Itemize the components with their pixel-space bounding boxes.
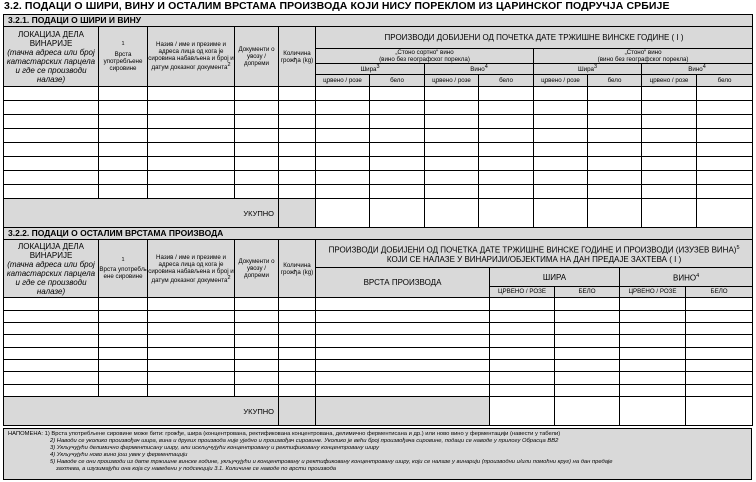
entry-cell[interactable] [370,185,425,199]
entry-cell[interactable] [148,360,235,372]
entry-cell[interactable] [555,298,620,310]
table-row [4,360,753,372]
col-supplier: Назив / име и презиме и адреса лица од кога је сировина набављена и број и датум доказног документа2 [148,27,235,87]
group-table-wine: „Стоно“ вино (вино без географског порекла) [534,49,753,64]
entry-cell[interactable] [279,372,316,384]
entry-cell[interactable] [588,115,642,129]
entry-cell[interactable] [148,372,235,384]
entry-cell[interactable] [4,322,99,334]
entry-cell[interactable] [148,129,235,143]
entry-cell[interactable] [4,143,99,157]
entry-cell[interactable] [697,171,753,185]
group-table-varietal: „Стоно сортно“ вино (вино без географског порекла) [316,49,534,64]
entry-cell[interactable] [620,372,686,384]
entry-cell[interactable] [316,360,490,372]
white-header: бело [479,75,534,87]
entry-cell[interactable] [425,101,479,115]
table-row [4,298,753,310]
entry-cell[interactable] [620,298,686,310]
entry-cell[interactable] [235,87,279,101]
note-line: 3) Укључујући делимично ферментисану ширу, али искључујући концентровану и ректификовану концентровану ширу [50,444,379,451]
page-title: 3.2. ПОДАЦИ О ШИРИ, ВИНУ И ОСТАЛИМ ВРСТАМА ПРОИЗВОДА КОЈИ НИСУ ПОРЕКЛОМ ИЗ ЦАРИНСКОГ ПОДРУЧЈА СРБИЈЕ [4,0,670,12]
entry-cell[interactable] [4,115,99,129]
entry-cell[interactable] [479,115,534,129]
entry-cell[interactable] [534,171,588,185]
white-header: бело [370,75,425,87]
entry-cell[interactable] [279,185,316,199]
entry-cell[interactable] [316,298,490,310]
total-cell[interactable] [534,199,588,229]
entry-cell[interactable] [316,115,370,129]
entry-cell[interactable] [279,157,316,171]
entry-cell[interactable] [490,372,555,384]
entry-cell[interactable] [479,157,534,171]
entry-cell[interactable] [425,129,479,143]
total-cell[interactable] [686,397,753,426]
entry-cell[interactable] [279,298,316,310]
entry-cell[interactable] [316,335,490,347]
entry-cell[interactable] [148,101,235,115]
entry-cell[interactable] [279,335,316,347]
total-label: УКУПНО [4,199,279,229]
entry-cell[interactable] [235,298,279,310]
entry-cell[interactable] [642,129,697,143]
entry-cell[interactable] [279,310,316,322]
entry-cell[interactable] [316,143,370,157]
table-row [4,129,753,143]
entry-cell[interactable] [370,115,425,129]
entry-cell[interactable] [148,384,235,396]
entry-cell[interactable] [534,87,588,101]
white-header: БЕЛО [686,286,753,297]
entry-cell[interactable] [4,129,99,143]
product-type-header: ВРСТА ПРОИЗВОДА [316,268,490,298]
entry-cell[interactable] [588,101,642,115]
entry-cell[interactable] [148,157,235,171]
entry-cell[interactable] [555,372,620,384]
total-cell[interactable] [555,397,620,426]
entry-cell[interactable] [99,87,148,101]
entry-cell[interactable] [316,310,490,322]
entry-cell[interactable] [642,101,697,115]
entry-cell[interactable] [479,87,534,101]
total-cell[interactable] [620,397,686,426]
entry-cell[interactable] [99,372,148,384]
entry-cell[interactable] [99,143,148,157]
entry-cell[interactable] [620,322,686,334]
entry-cell[interactable] [148,322,235,334]
entry-cell[interactable] [148,115,235,129]
col-raw-material-type: 1 Врста употребљ ене сировине [99,240,148,298]
entry-cell[interactable] [235,335,279,347]
total-cell[interactable] [316,397,490,426]
note-line: 5) Наводе се они производи из дате тржишне винске године, укључујући и концентровану и ректификовану концентровану ширу, који се налазе у винарији (производни и/или помоћни круг) на дан предаје [50,458,613,465]
entry-cell[interactable] [588,185,642,199]
entry-cell[interactable] [425,171,479,185]
entry-cell[interactable] [235,310,279,322]
entry-cell[interactable] [279,171,316,185]
entry-cell[interactable] [235,115,279,129]
entry-cell[interactable] [316,372,490,384]
entry-cell[interactable] [588,87,642,101]
other-products-table [3,227,753,426]
products-header: ПРОИЗВОДИ ДОБИЈЕНИ ОД ПОЧЕТКА ДАТЕ ТРЖИШНЕ ВИНСКЕ ГОДИНЕ ( I ) [316,27,753,49]
entry-cell[interactable] [4,360,99,372]
entry-cell[interactable] [235,101,279,115]
red-rose-header: црвено / розе [642,75,697,87]
col-raw-material-type: 1 Врста употребљене сировине [99,27,148,87]
entry-cell[interactable] [370,87,425,101]
entry-cell[interactable] [148,310,235,322]
entry-cell[interactable] [148,298,235,310]
note-line: 4) Укључујући ново вино још увек у ферментацији [50,451,188,458]
entry-cell[interactable] [316,129,370,143]
entry-cell[interactable] [316,384,490,396]
entry-cell[interactable] [686,335,753,347]
entry-cell[interactable] [588,129,642,143]
red-rose-header: ЦРВЕНО / РОЗЕ [490,286,555,297]
entry-cell[interactable] [279,101,316,115]
entry-cell[interactable] [4,185,99,199]
entry-cell[interactable] [555,310,620,322]
red-rose-header: ЦРВЕНО / РОЗЕ [620,286,686,297]
entry-cell[interactable] [99,335,148,347]
entry-cell[interactable] [99,310,148,322]
entry-cell[interactable] [4,157,99,171]
entry-cell[interactable] [316,157,370,171]
entry-cell[interactable] [279,87,316,101]
entry-cell[interactable] [99,129,148,143]
entry-cell[interactable] [4,171,99,185]
entry-cell[interactable] [370,171,425,185]
entry-cell[interactable] [642,143,697,157]
table-row [4,335,753,347]
entry-cell[interactable] [588,143,642,157]
entry-cell[interactable] [479,129,534,143]
entry-cell[interactable] [279,129,316,143]
entry-cell[interactable] [642,171,697,185]
entry-cell[interactable] [479,171,534,185]
entry-cell[interactable] [686,322,753,334]
entry-cell[interactable] [4,335,99,347]
wine-header: ВИНО$^4$ [620,268,753,287]
entry-cell[interactable] [555,360,620,372]
table-row [4,171,753,185]
entry-cell[interactable] [697,87,753,101]
entry-cell[interactable] [316,171,370,185]
entry-cell[interactable] [534,129,588,143]
table-row [4,143,753,157]
note-line: 2) Наводи се уколико произвођач шира, вина и других производа није уједно и произвођач сировине. Уколико је већи број произвођача сировине, подаци се наводе у прилогу Обрасца ВВ2 [50,437,559,444]
entry-cell[interactable] [99,115,148,129]
entry-cell[interactable] [697,129,753,143]
entry-cell[interactable] [279,143,316,157]
entry-cell[interactable] [490,347,555,359]
entry-cell[interactable] [279,347,316,359]
entry-cell[interactable] [534,115,588,129]
total-cell[interactable] [697,199,753,229]
entry-cell[interactable] [370,157,425,171]
entry-cell[interactable] [370,101,425,115]
entry-cell[interactable] [620,347,686,359]
entry-cell[interactable] [642,115,697,129]
entry-cell[interactable] [370,129,425,143]
entry-cell[interactable] [235,372,279,384]
entry-cell[interactable] [686,310,753,322]
entry-cell[interactable] [588,171,642,185]
col-import-docs: Документи о увозу / допреми [235,27,279,87]
note-line: захтева, а изузимајући она која су наведени у подсекцији 3.1. Количине се наводе по врсти производа [56,465,336,472]
entry-cell[interactable] [490,360,555,372]
entry-cell[interactable] [148,335,235,347]
entry-cell[interactable] [235,347,279,359]
white-header: бело [697,75,753,87]
entry-cell[interactable] [642,185,697,199]
wine-header-a: Вино4 [425,64,534,75]
entry-cell[interactable] [235,129,279,143]
entry-cell[interactable] [479,185,534,199]
entry-cell[interactable] [686,360,753,372]
entry-cell[interactable] [148,143,235,157]
entry-cell[interactable] [642,157,697,171]
red-rose-header: црвено / розе [425,75,479,87]
entry-cell[interactable] [534,157,588,171]
section-title: 3.2.1. ПОДАЦИ О ШИРИ И ВИНУ [4,15,753,27]
notes-box [3,428,752,480]
entry-cell[interactable] [99,157,148,171]
entry-cell[interactable] [490,322,555,334]
entry-cell[interactable] [490,384,555,396]
entry-cell[interactable] [316,322,490,334]
total-cell[interactable] [490,397,555,426]
total-cell[interactable] [370,199,425,229]
total-cell[interactable] [642,199,697,229]
table-row [4,115,753,129]
entry-cell[interactable] [316,347,490,359]
entry-cell[interactable] [425,185,479,199]
entry-cell[interactable] [620,384,686,396]
entry-cell[interactable] [555,322,620,334]
total-cell[interactable] [279,199,316,229]
table-row [4,372,753,384]
entry-cell[interactable] [99,360,148,372]
entry-cell[interactable] [534,143,588,157]
entry-cell[interactable] [99,322,148,334]
entry-cell[interactable] [99,298,148,310]
total-cell[interactable] [279,397,316,426]
products-header: ПРОИЗВОДИ ДОБИЈЕНИ ОД ПОЧЕТКА ДАТЕ ТРЖИШНЕ ВИНСКЕ ГОДИНЕ И ПРОИЗВОДИ (ИЗУЗЕВ ВИНА)$^5$ КОЈИ СЕ НАЛАЗЕ У ВИНАРИЈИ/ОБЈЕКТИМА НА ДАН ПРЕДАЈЕ ЗАХТЕВА ( I ) [316,240,753,268]
table-row [4,384,753,396]
entry-cell[interactable] [686,298,753,310]
entry-cell[interactable] [555,335,620,347]
entry-cell[interactable] [4,310,99,322]
entry-cell[interactable] [490,335,555,347]
entry-cell[interactable] [99,347,148,359]
table-row [4,185,753,199]
entry-cell[interactable] [479,101,534,115]
entry-cell[interactable] [316,101,370,115]
table-row [4,157,753,171]
wine-must-table [3,14,753,229]
entry-cell[interactable] [235,171,279,185]
entry-cell[interactable] [148,87,235,101]
entry-cell[interactable] [235,143,279,157]
entry-cell[interactable] [697,143,753,157]
entry-cell[interactable] [686,372,753,384]
col-location: ЛОКАЦИЈА ДЕЛА ВИНАРИЈЕ (тачна адреса или број катастарских парцела и где се производи налазе) [4,240,99,298]
entry-cell[interactable] [235,322,279,334]
entry-cell[interactable] [148,347,235,359]
entry-cell[interactable] [235,157,279,171]
entry-cell[interactable] [697,185,753,199]
entry-cell[interactable] [235,185,279,199]
total-cell[interactable] [316,199,370,229]
entry-cell[interactable] [490,298,555,310]
white-header: бело [588,75,642,87]
entry-cell[interactable] [620,310,686,322]
section-title: 3.2.2. ПОДАЦИ О ОСТАЛИМ ВРСТАМА ПРОИЗВОДА [4,228,753,240]
entry-cell[interactable] [279,384,316,396]
table-row [4,322,753,334]
entry-cell[interactable] [479,143,534,157]
red-rose-header: црвено / розе [316,75,370,87]
entry-cell[interactable] [425,87,479,101]
entry-cell[interactable] [534,185,588,199]
entry-cell[interactable] [4,347,99,359]
table-row [4,101,753,115]
entry-cell[interactable] [697,157,753,171]
red-rose-header: црвено / розе [534,75,588,87]
entry-cell[interactable] [555,384,620,396]
total-cell[interactable] [479,199,534,229]
entry-cell[interactable] [4,372,99,384]
col-supplier: Назив / име и презиме и адреса лица од кога је сировина набављена и број и датум доказног документа2 [148,240,235,298]
entry-cell[interactable] [425,143,479,157]
entry-cell[interactable] [235,384,279,396]
must-header-a: Шира3 [316,64,425,75]
col-grape-qty: Количина грожђа (kg) [279,240,316,298]
wine-header-b: Вино4 [642,64,753,75]
entry-cell[interactable] [279,322,316,334]
entry-cell[interactable] [99,101,148,115]
entry-cell[interactable] [4,87,99,101]
total-cell[interactable] [588,199,642,229]
entry-cell[interactable] [235,360,279,372]
entry-cell[interactable] [148,171,235,185]
entry-cell[interactable] [316,185,370,199]
must-header-b: Шира3 [534,64,642,75]
total-cell[interactable] [425,199,479,229]
col-location: ЛОКАЦИЈА ДЕЛА ВИНАРИЈЕ (тачна адреса или број катастарских парцела и где се производи налазе) [4,27,99,87]
col-grape-qty: Количина грожђа (kg) [279,27,316,87]
entry-cell[interactable] [4,101,99,115]
entry-cell[interactable] [686,347,753,359]
entry-cell[interactable] [316,87,370,101]
entry-cell[interactable] [620,360,686,372]
entry-cell[interactable] [534,101,588,115]
entry-cell[interactable] [99,171,148,185]
white-header: БЕЛО [555,286,620,297]
col-import-docs: Документи о увозу / допреми [235,240,279,298]
table-row [4,347,753,359]
entry-cell[interactable] [279,115,316,129]
entry-cell[interactable] [425,157,479,171]
note-line: НАПОМЕНА: 1) Врста употребљене сировине може бити: грожђе, шира (концентрована, ректификована концентрована, делимично ферментисана и др.) или ново вино у ферментацији (навести у табели) [8,431,561,437]
entry-cell[interactable] [99,185,148,199]
must-header: ШИРА [490,268,620,287]
entry-cell[interactable] [99,384,148,396]
entry-cell[interactable] [490,310,555,322]
entry-cell[interactable] [697,115,753,129]
entry-cell[interactable] [588,157,642,171]
entry-cell[interactable] [370,143,425,157]
table-row [4,310,753,322]
entry-cell[interactable] [425,115,479,129]
entry-cell[interactable] [4,298,99,310]
entry-cell[interactable] [642,87,697,101]
entry-cell[interactable] [148,185,235,199]
entry-cell[interactable] [4,384,99,396]
total-label: УКУПНО [4,397,279,426]
entry-cell[interactable] [697,101,753,115]
entry-cell[interactable] [686,384,753,396]
table-row [4,87,753,101]
entry-cell[interactable] [620,335,686,347]
entry-cell[interactable] [279,360,316,372]
entry-cell[interactable] [555,347,620,359]
